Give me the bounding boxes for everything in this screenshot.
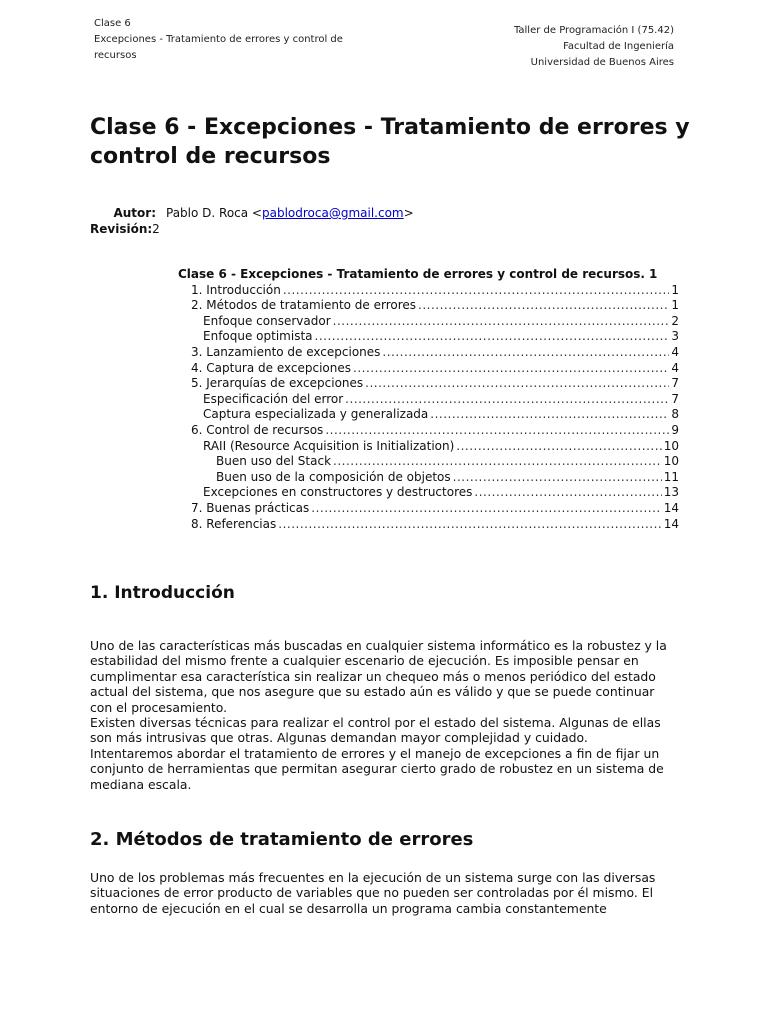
revision-line — [90, 221, 160, 237]
toc-entry-label: Enfoque optimista — [203, 329, 313, 344]
revision-value: 2 — [152, 222, 160, 236]
toc-entry[interactable] — [178, 517, 679, 533]
toc-page-number: 1 — [648, 267, 658, 281]
toc-dot-leader — [430, 407, 669, 423]
running-header-left — [94, 16, 343, 64]
toc-entry-label: 6. Control de recursos — [191, 422, 324, 437]
toc-dot-leader — [365, 376, 669, 392]
toc-entry-label: Especificación del error — [203, 391, 344, 406]
revision-label: Revisión: — [90, 222, 153, 236]
toc-page-number: 1 — [671, 298, 679, 313]
author-close: > — [403, 206, 414, 220]
toc-entry[interactable] — [178, 283, 679, 299]
toc-entry[interactable] — [178, 329, 679, 345]
section-heading-metodos: 2. Métodos de tratamiento de errores — [90, 829, 474, 850]
toc-page-number: 4 — [671, 344, 679, 359]
header-right-line: Taller de Programación I (75.42) — [513, 25, 674, 36]
toc-entry[interactable] — [178, 454, 679, 470]
toc-entry[interactable] — [178, 267, 679, 283]
toc-entry[interactable] — [178, 298, 679, 314]
author-name: Pablo D. Roca < — [166, 206, 262, 220]
toc-dot-leader — [382, 345, 669, 361]
header-left-line: recursos — [94, 50, 137, 61]
toc-entry-label: 5. Jerarquías de excepciones — [191, 376, 364, 391]
header-right-line: Facultad de Ingeniería — [563, 41, 674, 52]
document-title: Clase 6 - Excepciones - Tratamiento de errores y control de recursos — [90, 115, 690, 169]
toc-dot-leader — [474, 485, 661, 501]
toc-entry[interactable] — [178, 470, 679, 486]
toc-page-number: 10 — [663, 438, 679, 453]
toc-entry-label: 2. Métodos de tratamiento de errores — [191, 298, 417, 313]
toc-entry[interactable] — [178, 345, 679, 361]
toc-entry-label: Captura especializada y generalizada — [203, 407, 429, 422]
toc-entry[interactable] — [178, 392, 679, 408]
toc-dot-leader — [315, 329, 670, 345]
toc-page-number: 2 — [671, 313, 679, 328]
intro-paragraph — [90, 638, 680, 792]
toc-entry-label: 8. Referencias — [191, 516, 277, 531]
toc-dot-leader — [418, 298, 669, 314]
toc-page-number: 10 — [663, 454, 679, 469]
toc-entry[interactable] — [178, 485, 679, 501]
toc-entry[interactable] — [178, 407, 679, 423]
toc-page-number: 8 — [671, 407, 679, 422]
section-heading-introduccion: 1. Introducción — [90, 583, 235, 603]
metodos-paragraph: Uno de los problemas más frecuentes en la ejecución de un sistema surge con las diversas situaciones de error producto de variables que no pueden ser controladas por él mismo. El entorno de ejecución en el cual se desarrolla un programa cambia constantemente — [90, 870, 656, 916]
intro-paragraph-line: Intentaremos abordar el tratamiento de errores y el manejo de excepciones a fin de fijar un conjunto de herramientas que permitan asegurar cierto grado de robustez en un sistema de mediana escala. — [90, 745, 664, 792]
toc-entry-label: Excepciones en constructores y destructores — [203, 485, 473, 500]
toc-page-number: 1 — [671, 282, 679, 297]
toc-dot-leader — [325, 423, 669, 439]
toc-page-number: 9 — [671, 422, 679, 437]
header-left-line: Clase 6 — [94, 18, 131, 29]
toc-entry[interactable] — [178, 376, 679, 392]
toc-page-number: 7 — [671, 376, 679, 391]
toc-page-number: 3 — [671, 329, 679, 344]
toc-page-number: 14 — [663, 516, 679, 531]
toc-entry-label: 7. Buenas prácticas — [191, 500, 310, 515]
toc-entry[interactable] — [178, 439, 679, 455]
toc-entry-label: RAII (Resource Acquisition is Initialization) — [203, 438, 455, 453]
intro-paragraph-line: Uno de las características más buscadas en cualquier sistema informático es la robustez y la estabilidad del mismo frente a cualquier escenario de ejecución. Es imposible pensar en cumplimentar esa característica sin realizar un chequeo más o menos periódico del estado actual del sistema, que nos asegure que su estado aún es válido y que se puede continuar con el procesamiento. — [90, 638, 667, 715]
toc-entry-label: 1. Introducción — [191, 282, 281, 297]
toc-entry-label: Buen uso de la composición de objetos — [216, 469, 451, 484]
intro-paragraph-line: Existen diversas técnicas para realizar el control por el estado del sistema. Algunas de ellas son más intrusivas que otras. Algunas demandan mayor complejidad y cuidado. — [90, 715, 661, 746]
toc-dot-leader — [453, 470, 662, 486]
running-header-right — [514, 23, 674, 71]
toc-entry[interactable] — [178, 314, 679, 330]
toc-dot-leader — [278, 517, 661, 533]
author-email-link[interactable]: pablodroca@gmail.com — [262, 206, 404, 220]
toc-dot-leader — [283, 283, 670, 299]
toc-page-number: 4 — [671, 360, 679, 375]
toc-entry-label: Buen uso del Stack — [216, 454, 332, 469]
author-line — [90, 205, 414, 221]
toc-dot-leader — [333, 454, 662, 470]
toc-entry[interactable] — [178, 423, 679, 439]
toc-dot-leader — [345, 392, 669, 408]
table-of-contents — [178, 267, 679, 532]
header-left-line: Excepciones - Tratamiento de errores y control de — [94, 34, 343, 45]
header-right-line: Universidad de Buenos Aires — [530, 57, 674, 68]
toc-page-number: 7 — [671, 391, 679, 406]
toc-page-number: 14 — [663, 500, 679, 515]
toc-page-number: 11 — [663, 469, 679, 484]
toc-dot-leader — [311, 501, 661, 517]
toc-entry[interactable] — [178, 361, 679, 377]
toc-entry-label: Clase 6 - Excepciones - Tratamiento de errores y control de recursos. — [178, 267, 645, 281]
toc-dot-leader — [333, 314, 670, 330]
author-label: Autor: — [113, 206, 156, 220]
toc-entry-label: Enfoque conservador — [203, 313, 331, 328]
toc-dot-leader — [353, 361, 669, 377]
toc-entry[interactable] — [178, 501, 679, 517]
toc-entry-label: 4. Captura de excepciones — [191, 360, 352, 375]
toc-dot-leader — [456, 439, 661, 455]
toc-page-number: 13 — [663, 485, 679, 500]
toc-entry-label: 3. Lanzamiento de excepciones — [191, 344, 381, 359]
